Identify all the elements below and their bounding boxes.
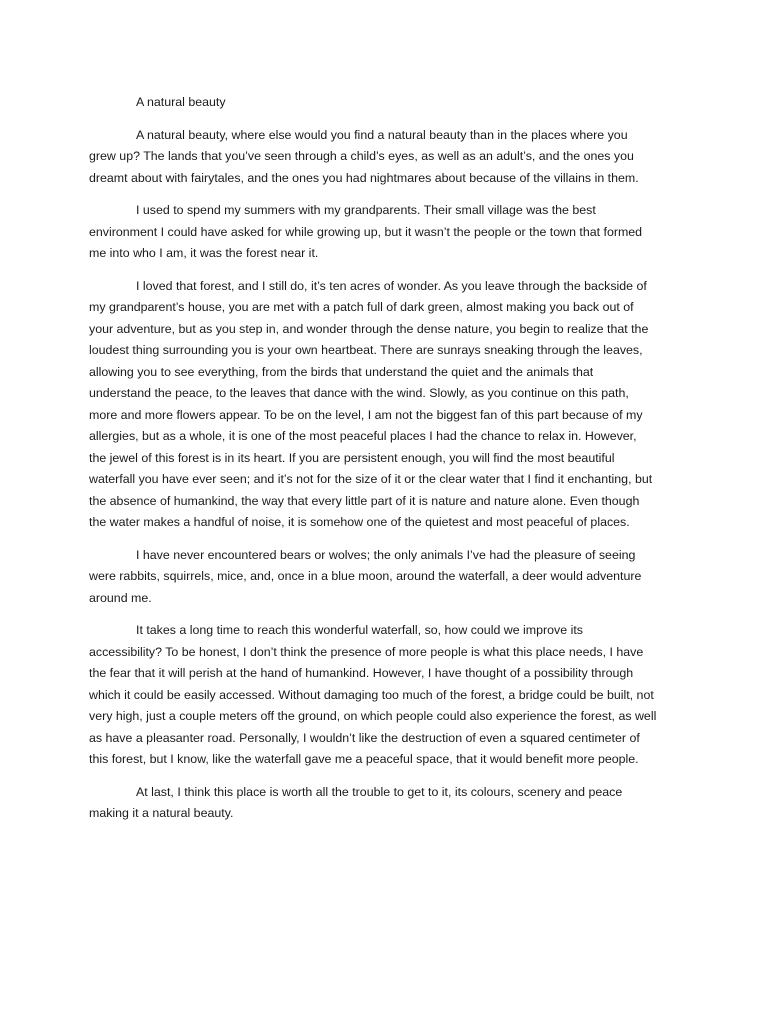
paragraph-conclusion: At last, I think this place is worth all the trouble to get to it, its colours, scenery and peace making it a natural beauty. xyxy=(89,784,623,820)
document-body xyxy=(89,92,657,836)
paragraph-forest: I loved that forest, and I still do, it’s ten acres of wonder. As you leave through the backside of my grandparent’s house, you are met with a patch full of dark green, almost making you back out of your adventure, but as you step in, and wonder through the dense nature, you begin to realize that the loudest thing surrounding you is your own heartbeat. There are sunrays sneaking through the leaves, allowing you to see everything, from the birds that understand the quiet and the animals that understand the peace, to the leaves that dance with the wind. Slowly, as you continue on this path, more and more flowers appear. To be on the level, I am not the biggest fan of this part because of my allergies, but as a whole, it is one of the most peaceful places I had the chance to relax in. However, the jewel of this forest is in its heart. If you are persistent enough, you will find the most beautiful waterfall you have ever seen; and it’s not for the size of it or the clear water that I find it enchanting, but the absence of humankind, the way that every little part of it is nature and nature alone. Even though the water makes a handful of noise, it is somehow one of the quietest and most peaceful of places. xyxy=(89,278,653,529)
paragraph-accessibility: It takes a long time to reach this wonderful waterfall, so, how could we improve its accessibility? To be honest, I don’t think the presence of more people is what this place needs, I have the fear that it will perish at the hand of humankind. However, I have thought of a possibility through which it could be easily accessed. Without damaging too much of the forest, a bridge could be built, not very high, just a couple meters off the ground, on which people could also experience the forest, as well as have a pleasanter road. Personally, I wouldn’t like the destruction of even a squared centimeter of this forest, but I know, like the waterfall gave me a peaceful space, that it would benefit more people. xyxy=(89,623,657,766)
paragraph-grandparents: I used to spend my summers with my grandparents. Their small village was the best environment I could have asked for while growing up, but it wasn’t the people or the town that formed me into who I am, it was the forest near it. xyxy=(89,203,643,260)
document-title: A natural beauty xyxy=(136,95,226,109)
paragraph-animals: I have never encountered bears or wolves; the only animals I’ve had the pleasure of seeing were rabbits, squirrels, mice, and, once in a blue moon, around the waterfall, a deer would adventure around me. xyxy=(89,547,642,605)
paragraph-intro: A natural beauty, where else would you find a natural beauty than in the places where you grew up? The lands that you’ve seen through a child’s eyes, as well as an adult’s, and the ones you dreamt about with fairytales, and the ones you had nightmares about because of the villains in them. xyxy=(89,127,639,185)
